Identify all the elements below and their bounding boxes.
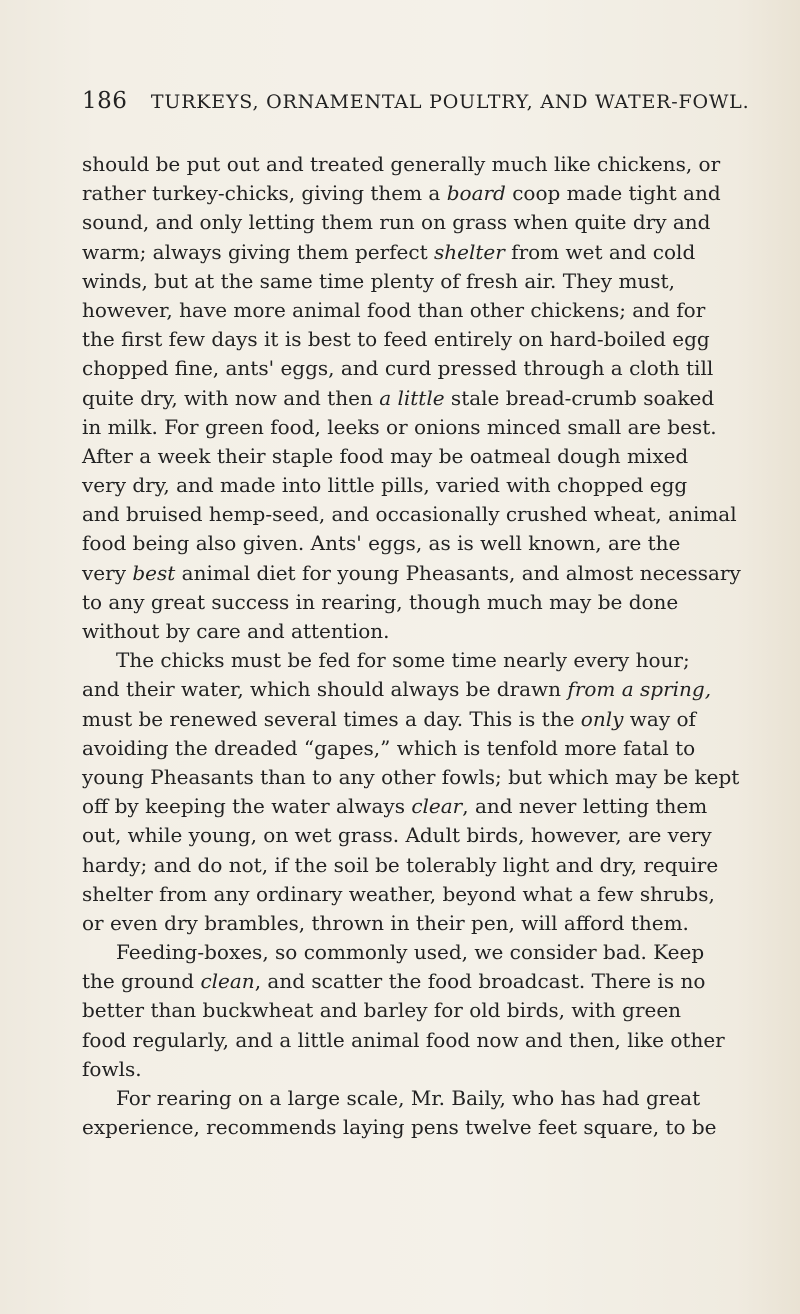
page-number: 186 — [82, 88, 128, 114]
text-line — [82, 675, 798, 704]
text-run: winds, but at the same time plenty of fresh air. They must, — [82, 268, 675, 293]
text-line — [82, 208, 798, 237]
text-run: very dry, and made into little pills, varied with chopped egg — [82, 473, 688, 498]
text-line — [82, 1113, 798, 1142]
text-line — [82, 705, 798, 734]
text-run: to any great success in rearing, though much may be done — [82, 589, 679, 614]
text-line — [82, 763, 798, 792]
text-line — [82, 384, 798, 413]
text-line — [82, 792, 798, 821]
text-run: animal diet for young Pheasants, and almost necessary — [175, 560, 741, 585]
text-line — [82, 646, 798, 675]
text-run: For rearing on a large scale, Mr. Baily, who has had great — [116, 1086, 701, 1110]
italic-text: clean — [200, 969, 255, 994]
text-run: better than buckwheat and barley for old birds, with green — [82, 998, 682, 1023]
text-run: way of — [623, 706, 696, 731]
text-run: out, while young, on wet grass. Adult birds, however, are very — [82, 823, 712, 848]
text-run: , and never letting them — [462, 794, 708, 819]
text-run: sound, and only letting them run on grass when quite dry and — [82, 210, 711, 235]
text-run: food regularly, and a little animal food now and then, like other — [82, 1027, 725, 1052]
text-line — [82, 909, 798, 938]
text-line — [82, 617, 798, 646]
running-head — [82, 88, 782, 122]
text-line — [82, 442, 798, 471]
text-line — [82, 851, 798, 880]
text-run: hardy; and do not, if the soil be tolerably light and dry, require — [82, 852, 719, 877]
running-head-title: TURKEYS, ORNAMENTAL POULTRY, AND WATER-FOWL. — [150, 91, 750, 113]
italic-text: clear — [411, 794, 463, 819]
text-line — [82, 238, 798, 267]
italic-text: a little — [379, 385, 445, 410]
text-run: must be renewed several times a day. This is the — [82, 706, 581, 731]
text-line — [82, 1084, 798, 1113]
text-run: The chicks must be fed for some time nearly every hour; — [116, 648, 690, 673]
text-line — [82, 354, 798, 383]
text-run: the first few days it is best to feed entirely on hard-boiled egg — [82, 327, 710, 352]
text-line — [82, 325, 798, 354]
italic-text: shelter — [434, 239, 505, 264]
text-run: fowls. — [82, 1056, 142, 1081]
text-line — [82, 1055, 798, 1084]
text-run: very — [82, 560, 133, 585]
text-run: and their water, which should always be drawn — [82, 677, 568, 702]
text-line — [82, 734, 798, 763]
text-run: the ground — [82, 969, 201, 994]
text-line — [82, 413, 798, 442]
text-run: chopped fine, ants' eggs, and curd pressed through a cloth till — [82, 356, 714, 381]
text-run: , and scatter the food broadcast. There is no — [254, 969, 706, 994]
text-line — [82, 996, 798, 1025]
text-run: quite dry, with now and then — [82, 385, 380, 410]
text-line — [82, 150, 798, 179]
text-run: off by keeping the water always — [82, 794, 412, 819]
italic-text: only — [580, 706, 624, 731]
text-run: avoiding the dreaded “gapes,” which is tenfold more fatal to — [82, 735, 696, 760]
text-run: Feeding-boxes, so commonly used, we consider bad. Keep — [116, 940, 705, 965]
text-line — [82, 559, 798, 588]
text-run: in milk. For green food, leeks or onions minced small are best. — [82, 414, 717, 439]
text-line — [82, 471, 798, 500]
text-line — [82, 1026, 798, 1055]
text-run: experience, recommends laying pens twelve feet square, to be — [82, 1115, 717, 1140]
italic-text: from a spring, — [567, 677, 712, 702]
text-line — [82, 179, 798, 208]
text-line — [82, 938, 798, 967]
text-run: rather turkey-chicks, giving them a — [82, 181, 447, 206]
text-line — [82, 880, 798, 909]
text-run: After a week their staple food may be oatmeal dough mixed — [82, 443, 689, 468]
text-run: should be put out and treated generally much like chickens, or — [82, 152, 721, 176]
text-line — [82, 267, 798, 296]
text-line — [82, 296, 798, 325]
text-line — [82, 500, 798, 529]
italic-text: best — [132, 560, 176, 585]
text-run: and bruised hemp-seed, and occasionally crushed wheat, animal — [82, 502, 737, 527]
italic-text: board — [446, 181, 506, 206]
text-line — [82, 588, 798, 617]
text-line — [82, 967, 798, 996]
text-run: food being also given. Ants' eggs, as is well known, are the — [82, 531, 681, 556]
text-line — [82, 529, 798, 558]
text-run: or even dry brambles, thrown in their pen, will afford them. — [82, 910, 689, 935]
text-run: warm; always giving them perfect — [82, 239, 434, 264]
text-run: without by care and attention. — [82, 619, 390, 643]
text-line — [82, 821, 798, 850]
body-text — [82, 150, 798, 1142]
text-run: stale bread-crumb soaked — [444, 385, 715, 410]
text-run: coop made tight and — [505, 181, 721, 206]
text-run: from wet and cold — [504, 239, 696, 264]
text-run: however, have more animal food than other chickens; and for — [82, 297, 706, 322]
text-run: young Pheasants than to any other fowls; but which may be kept — [82, 764, 740, 789]
text-run: shelter from any ordinary weather, beyond what a few shrubs, — [82, 881, 715, 906]
